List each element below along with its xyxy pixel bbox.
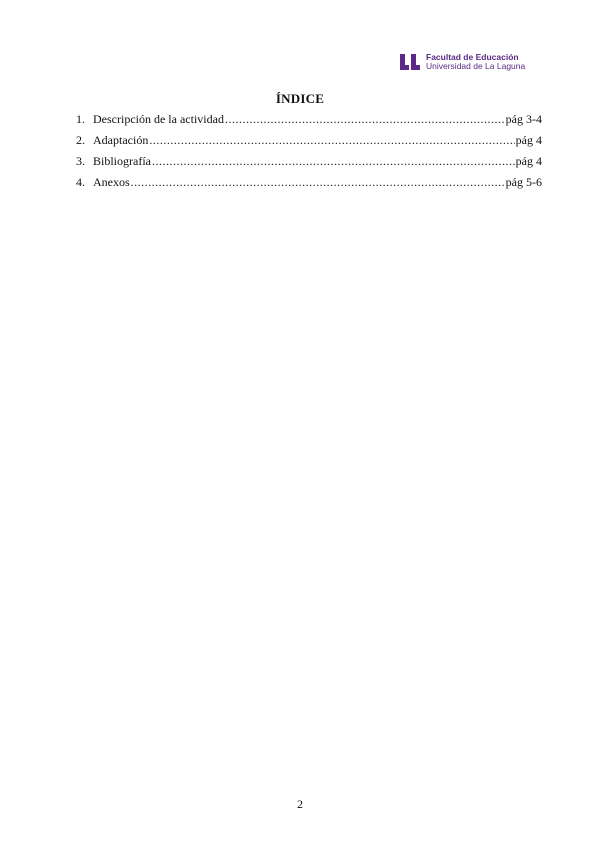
toc-entry-number: 4.	[76, 175, 85, 189]
logo-text	[426, 53, 525, 72]
toc-entry-label: Descripción de la actividad	[93, 112, 224, 126]
toc-entry-label: Adaptación	[93, 133, 149, 147]
toc-entry	[76, 174, 542, 195]
toc-dot-leader	[152, 153, 515, 169]
toc-entry-number: 2.	[76, 133, 85, 147]
toc-dot-leader	[225, 111, 505, 127]
toc-entry	[76, 153, 542, 174]
toc-entry-number: 1.	[76, 112, 85, 126]
logo-line-university: Universidad de La Laguna	[426, 61, 526, 71]
page-number: 2	[297, 797, 303, 811]
toc-dot-leader	[131, 174, 505, 190]
toc-entry-page: pág 4	[515, 154, 542, 168]
toc-entry-label: Bibliografía	[93, 154, 151, 168]
toc-entry-label: Anexos	[93, 175, 130, 189]
logo-line-faculty: Facultad de Educación	[426, 51, 519, 62]
toc-entry	[76, 132, 542, 153]
toc-entry-number: 3.	[76, 154, 85, 168]
faculty-logo	[398, 50, 538, 74]
toc-dot-leader	[149, 132, 514, 148]
toc-entry-page: pág 4	[515, 133, 542, 147]
toc-entry	[76, 111, 542, 132]
toc-entry-page: pág 3-4	[505, 112, 542, 126]
page-title: ÍNDICE	[275, 91, 325, 106]
ull-logo-icon	[398, 52, 422, 72]
table-of-contents	[76, 111, 542, 195]
toc-entry-page: pág 5-6	[505, 175, 542, 189]
